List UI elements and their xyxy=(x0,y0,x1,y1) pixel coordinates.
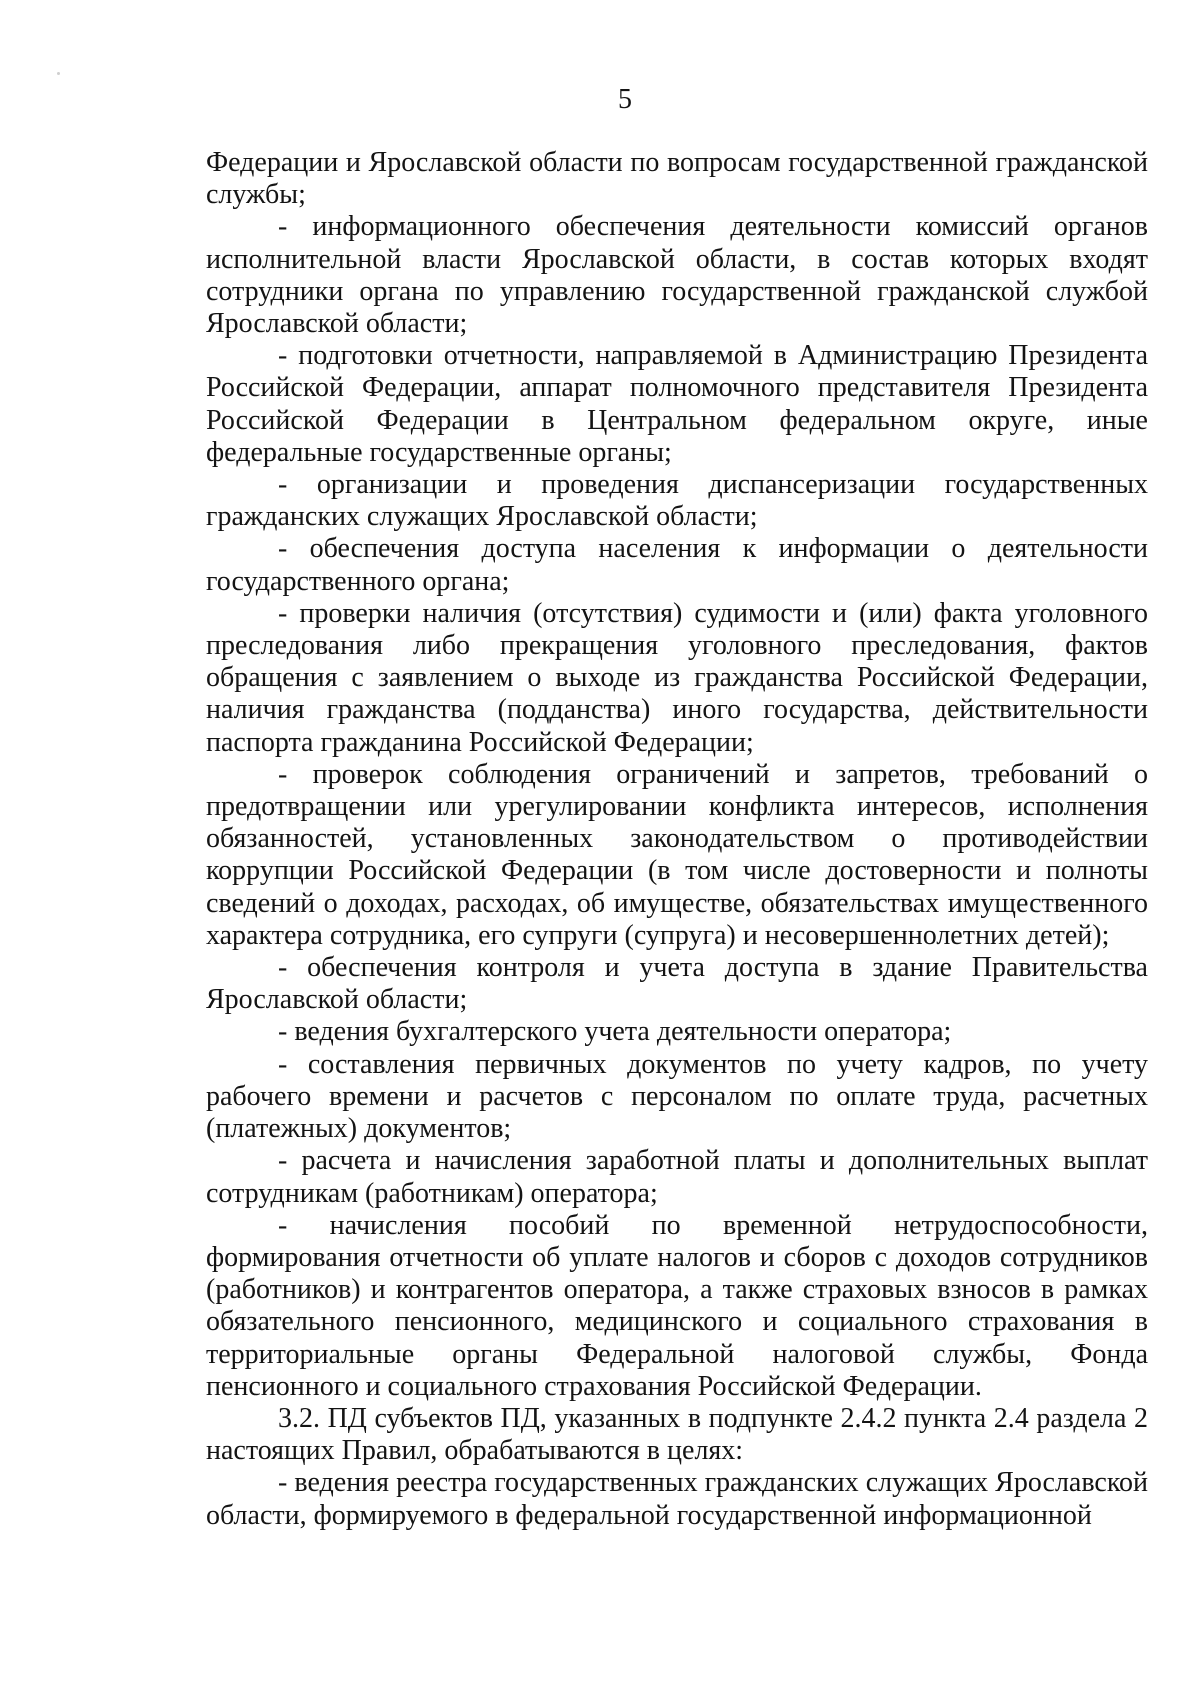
list-item-anticorruption-check: - проверок соблюдения ограничений и запретов, требований о предотвращении или урегулировании конфликта интересов, исполнения обязанностей, установленных законодательством о противодействии коррупции Российской Федерации (в том числе достоверности и полноты сведений о доходах, расходах, об имуществе, обязательствах имущественного характера сотрудника, его супруги (супруга) и несовершеннолетних детей); xyxy=(206,758,1148,951)
list-item-public-access: - обеспечения доступа населения к информации о деятельности государственного органа; xyxy=(206,533,1148,597)
document-body xyxy=(206,147,1148,1532)
list-item-payroll: - расчета и начисления заработной платы и дополнительных выплат сотрудникам (работникам) оператора; xyxy=(206,1145,1148,1209)
list-item-medical-examination: - организации и проведения диспансеризации государственных гражданских служащих Ярославской области; xyxy=(206,469,1148,533)
page-number: 5 xyxy=(618,84,632,115)
paragraph-continuation: Федерации и Ярославской области по вопросам государственной гражданской службы; xyxy=(206,147,1148,211)
list-item-accounting: - ведения бухгалтерского учета деятельности оператора; xyxy=(278,1016,952,1048)
list-item-information-support: - информационного обеспечения деятельности комиссий органов исполнительной власти Ярославской области, в состав которых входят сотрудники органа по управлению государственной гражданской службой Ярославской области; xyxy=(206,211,1148,340)
list-item-civil-servants-registry: - ведения реестра государственных гражданских служащих Ярославской области, формируемого в федеральной государственной информационной xyxy=(206,1467,1148,1531)
list-item-personnel-documents: - составления первичных документов по учету кадров, по учету рабочего времени и расчетов с персоналом по оплате труда, расчетных (платежных) документов; xyxy=(206,1048,1148,1145)
scan-speck xyxy=(57,72,60,75)
list-item-criminal-record-check: - проверки наличия (отсутствия) судимости и (или) факта уголовного преследования либо прекращения уголовного преследования, фактов обращения с заявлением о выходе из гражданства Российской Федерации, наличия гражданства (подданства) иного государства, действительности паспорта гражданина Российской Федерации; xyxy=(206,597,1148,758)
list-item-reporting: - подготовки отчетности, направляемой в Администрацию Президента Российской Федерации, аппарат полномочного представителя Президента Российской Федерации в Центральном федеральном округе, иные федеральные государственные органы; xyxy=(206,340,1148,468)
list-item-benefits-taxes: - начисления пособий по временной нетрудоспособности, формирования отчетности об уплате налогов и сборов с доходов сотрудников (работников) и контрагентов оператора, а также страховых взносов в рамках обязательного пенсионного, медицинского и социального страхования в территориальные органы Федеральной налоговой службы, Фонда пенсионного и социального страхования Российской Федерации. xyxy=(206,1209,1148,1402)
section-3-2: 3.2. ПД субъектов ПД, указанных в подпункте 2.4.2 пункта 2.4 раздела 2 настоящих Правил, обрабатываются в целях: xyxy=(206,1402,1148,1467)
list-item-building-access: - обеспечения контроля и учета доступа в здание Правительства Ярославской области; xyxy=(206,952,1148,1016)
